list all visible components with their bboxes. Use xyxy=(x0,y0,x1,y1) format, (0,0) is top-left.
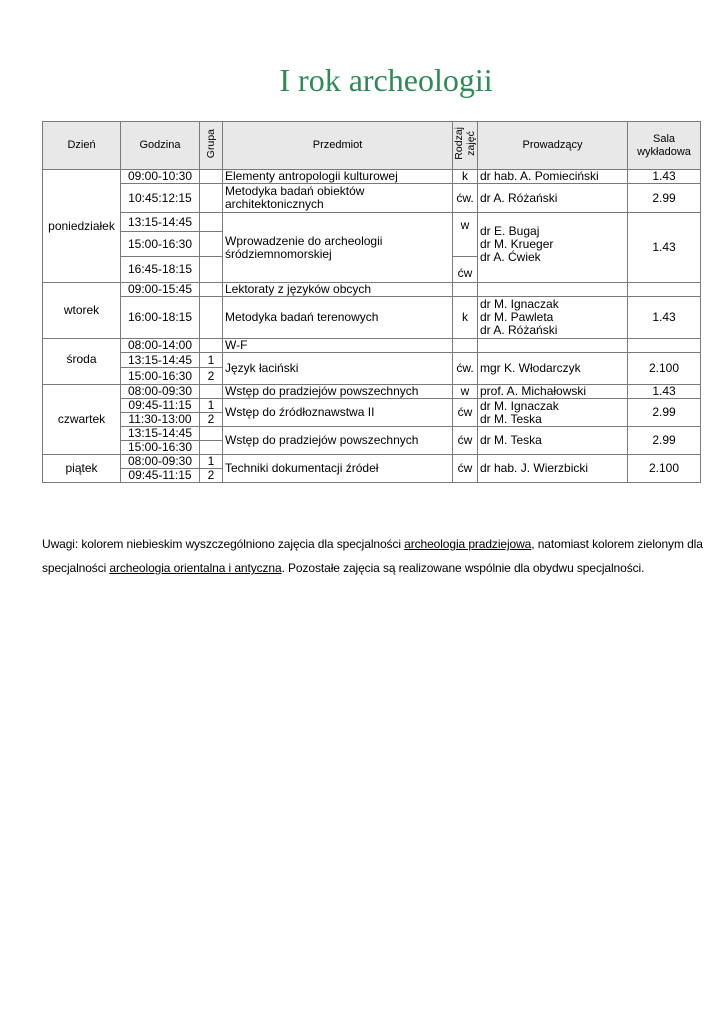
time-cell: 08:00-09:30 xyxy=(121,455,200,469)
room-cell: 1.43 xyxy=(628,170,701,184)
type-cell: ćw xyxy=(453,257,478,283)
time-cell: 09:45-11:15 xyxy=(121,399,200,413)
time-cell: 09:45-11:15 xyxy=(121,469,200,483)
lecturer-cell xyxy=(478,399,628,427)
lecturer-line: dr M. Krueger xyxy=(480,237,554,251)
group-cell: 1 xyxy=(200,455,223,469)
specialization-link-oriental: archeologia orientalna i antyczna xyxy=(109,561,282,575)
type-cell: ćw. xyxy=(453,184,478,213)
header-room-line2: wykładowa xyxy=(637,145,691,158)
table-row xyxy=(43,283,701,297)
time-cell: 13:15-14:45 xyxy=(121,213,200,232)
table-row xyxy=(43,339,701,353)
header-type-line2: zajęć xyxy=(465,131,477,156)
header-subject: Przedmiot xyxy=(223,122,453,170)
type-cell: ćw xyxy=(453,455,478,483)
type-cell: ćw xyxy=(453,399,478,427)
time-cell: 15:00-16:30 xyxy=(121,232,200,257)
type-cell xyxy=(453,339,478,353)
header-lecturer: Prowadzący xyxy=(478,122,628,170)
lecturer-line: dr M. Teska xyxy=(480,411,542,426)
lecturer-cell: prof. A. Michałowski xyxy=(478,385,628,399)
group-cell: 1 xyxy=(200,353,223,368)
group-cell xyxy=(200,441,223,455)
group-cell xyxy=(200,385,223,399)
group-cell xyxy=(200,257,223,283)
header-group xyxy=(200,122,223,170)
subject-cell: Język łaciński xyxy=(223,353,453,385)
header-room xyxy=(628,122,701,170)
lecturer-line: dr M. Ignaczak xyxy=(480,297,559,311)
table-row xyxy=(43,427,701,441)
room-cell: 1.43 xyxy=(628,213,701,283)
header-day: Dzień xyxy=(43,122,121,170)
table-row xyxy=(43,385,701,399)
lecturer-cell: dr hab. A. Pomieciński xyxy=(478,170,628,184)
type-cell: k xyxy=(453,297,478,339)
remarks-text: , natomiast kolorem zielonym dla specjalności xyxy=(42,537,703,575)
room-cell xyxy=(628,339,701,353)
time-cell: 08:00-09:30 xyxy=(121,385,200,399)
header-type xyxy=(453,122,478,170)
lecturer-cell: dr hab. J. Wierzbicki xyxy=(478,455,628,483)
subject-cell: Wstęp do pradziejów powszechnych xyxy=(223,385,453,399)
subject-cell: Techniki dokumentacji źródeł xyxy=(223,455,453,483)
room-cell: 2.99 xyxy=(628,427,701,455)
type-cell: ćw. xyxy=(453,353,478,385)
time-cell: 16:45-18:15 xyxy=(121,257,200,283)
table-row xyxy=(43,455,701,469)
header-room-line1: Sala xyxy=(652,132,676,145)
lecturer-cell xyxy=(478,339,628,353)
subject-cell: Lektoraty z języków obcych xyxy=(223,283,453,297)
room-cell: 2.100 xyxy=(628,455,701,483)
type-cell: w xyxy=(453,213,478,257)
remarks-text: Uwagi: kolorem niebieskim wyszczególniono zajęcia dla specjalności xyxy=(42,537,405,551)
subject-cell: Wstęp do źródłoznawstwa II xyxy=(223,399,453,427)
room-cell xyxy=(628,283,701,297)
room-cell: 1.43 xyxy=(628,385,701,399)
header-time: Godzina xyxy=(121,122,200,170)
lecturer-cell xyxy=(478,283,628,297)
day-friday: piątek xyxy=(43,455,121,483)
group-cell: 1 xyxy=(200,399,223,413)
room-cell: 2.99 xyxy=(628,184,701,213)
remarks-paragraph xyxy=(42,532,722,580)
table-row xyxy=(43,184,701,213)
time-cell: 09:00-10:30 xyxy=(121,170,200,184)
day-monday: poniedziałek xyxy=(43,170,121,283)
room-cell: 2.100 xyxy=(628,353,701,385)
group-cell xyxy=(200,184,223,213)
lecturer-line: dr A. Różański xyxy=(480,323,558,337)
subject-cell: Wprowadzenie do archeologii śródziemnomorskiej xyxy=(223,213,453,283)
group-cell: 2 xyxy=(200,469,223,483)
time-cell: 08:00-14:00 xyxy=(121,339,200,353)
time-cell: 11:30-13:00 xyxy=(121,413,200,427)
lecturer-line: dr E. Bugaj xyxy=(480,224,540,238)
table-row xyxy=(43,399,701,413)
lecturer-line: dr A. Ćwiek xyxy=(480,250,541,264)
specialization-link-prehistoric: archeologia pradziejowa xyxy=(404,537,532,551)
group-cell xyxy=(200,232,223,257)
room-cell: 1.43 xyxy=(628,297,701,339)
time-cell: 13:15-14:45 xyxy=(121,427,200,441)
table-row xyxy=(43,213,701,232)
lecturer-line: dr M. Pawleta xyxy=(480,310,554,324)
time-cell: 16:00-18:15 xyxy=(121,297,200,339)
lecturer-cell: dr M. Teska xyxy=(478,427,628,455)
group-cell xyxy=(200,297,223,339)
room-cell: 2.99 xyxy=(628,399,701,427)
header-group-label: Grupa xyxy=(205,128,217,159)
schedule-table xyxy=(42,121,701,483)
lecturer-cell xyxy=(478,297,628,339)
group-cell xyxy=(200,283,223,297)
header-row xyxy=(43,122,701,170)
group-cell xyxy=(200,170,223,184)
group-cell: 2 xyxy=(200,413,223,427)
time-cell: 10:45:12:15 xyxy=(121,184,200,213)
page-title: I rok archeologii xyxy=(279,62,493,98)
type-cell: w xyxy=(453,385,478,399)
subject-cell: Metodyka badań obiektów architektonicznych xyxy=(223,184,453,213)
lecturer-line: dr M. Ignaczak xyxy=(480,398,559,413)
subject-cell: Wstęp do pradziejów powszechnych xyxy=(223,427,453,455)
lecturer-cell xyxy=(478,213,628,283)
time-cell: 13:15-14:45 xyxy=(121,353,200,368)
time-cell: 09:00-15:45 xyxy=(121,283,200,297)
group-cell xyxy=(200,339,223,353)
time-cell: 15:00-16:30 xyxy=(121,441,200,455)
header-type-label xyxy=(453,127,477,160)
day-thursday: czwartek xyxy=(43,385,121,455)
header-type-line1: Rodzaj xyxy=(453,127,465,160)
group-cell xyxy=(200,213,223,232)
day-tuesday: wtorek xyxy=(43,283,121,339)
type-cell xyxy=(453,283,478,297)
lecturer-cell: dr A. Różański xyxy=(478,184,628,213)
subject-cell: Elementy antropologii kulturowej xyxy=(223,170,453,184)
subject-cell: Metodyka badań terenowych xyxy=(223,297,453,339)
table-row xyxy=(43,297,701,339)
lecturer-cell: mgr K. Włodarczyk xyxy=(478,353,628,385)
table-row xyxy=(43,170,701,184)
group-cell xyxy=(200,427,223,441)
day-wednesday: środa xyxy=(43,339,121,385)
type-cell: ćw xyxy=(453,427,478,455)
group-cell: 2 xyxy=(200,368,223,385)
time-cell: 15:00-16:30 xyxy=(121,368,200,385)
remarks-text: . Pozostałe zajęcia są realizowane wspólnie dla obydwu specjalności. xyxy=(281,561,645,575)
table-row xyxy=(43,353,701,368)
type-cell: k xyxy=(453,170,478,184)
subject-cell: W-F xyxy=(223,339,453,353)
